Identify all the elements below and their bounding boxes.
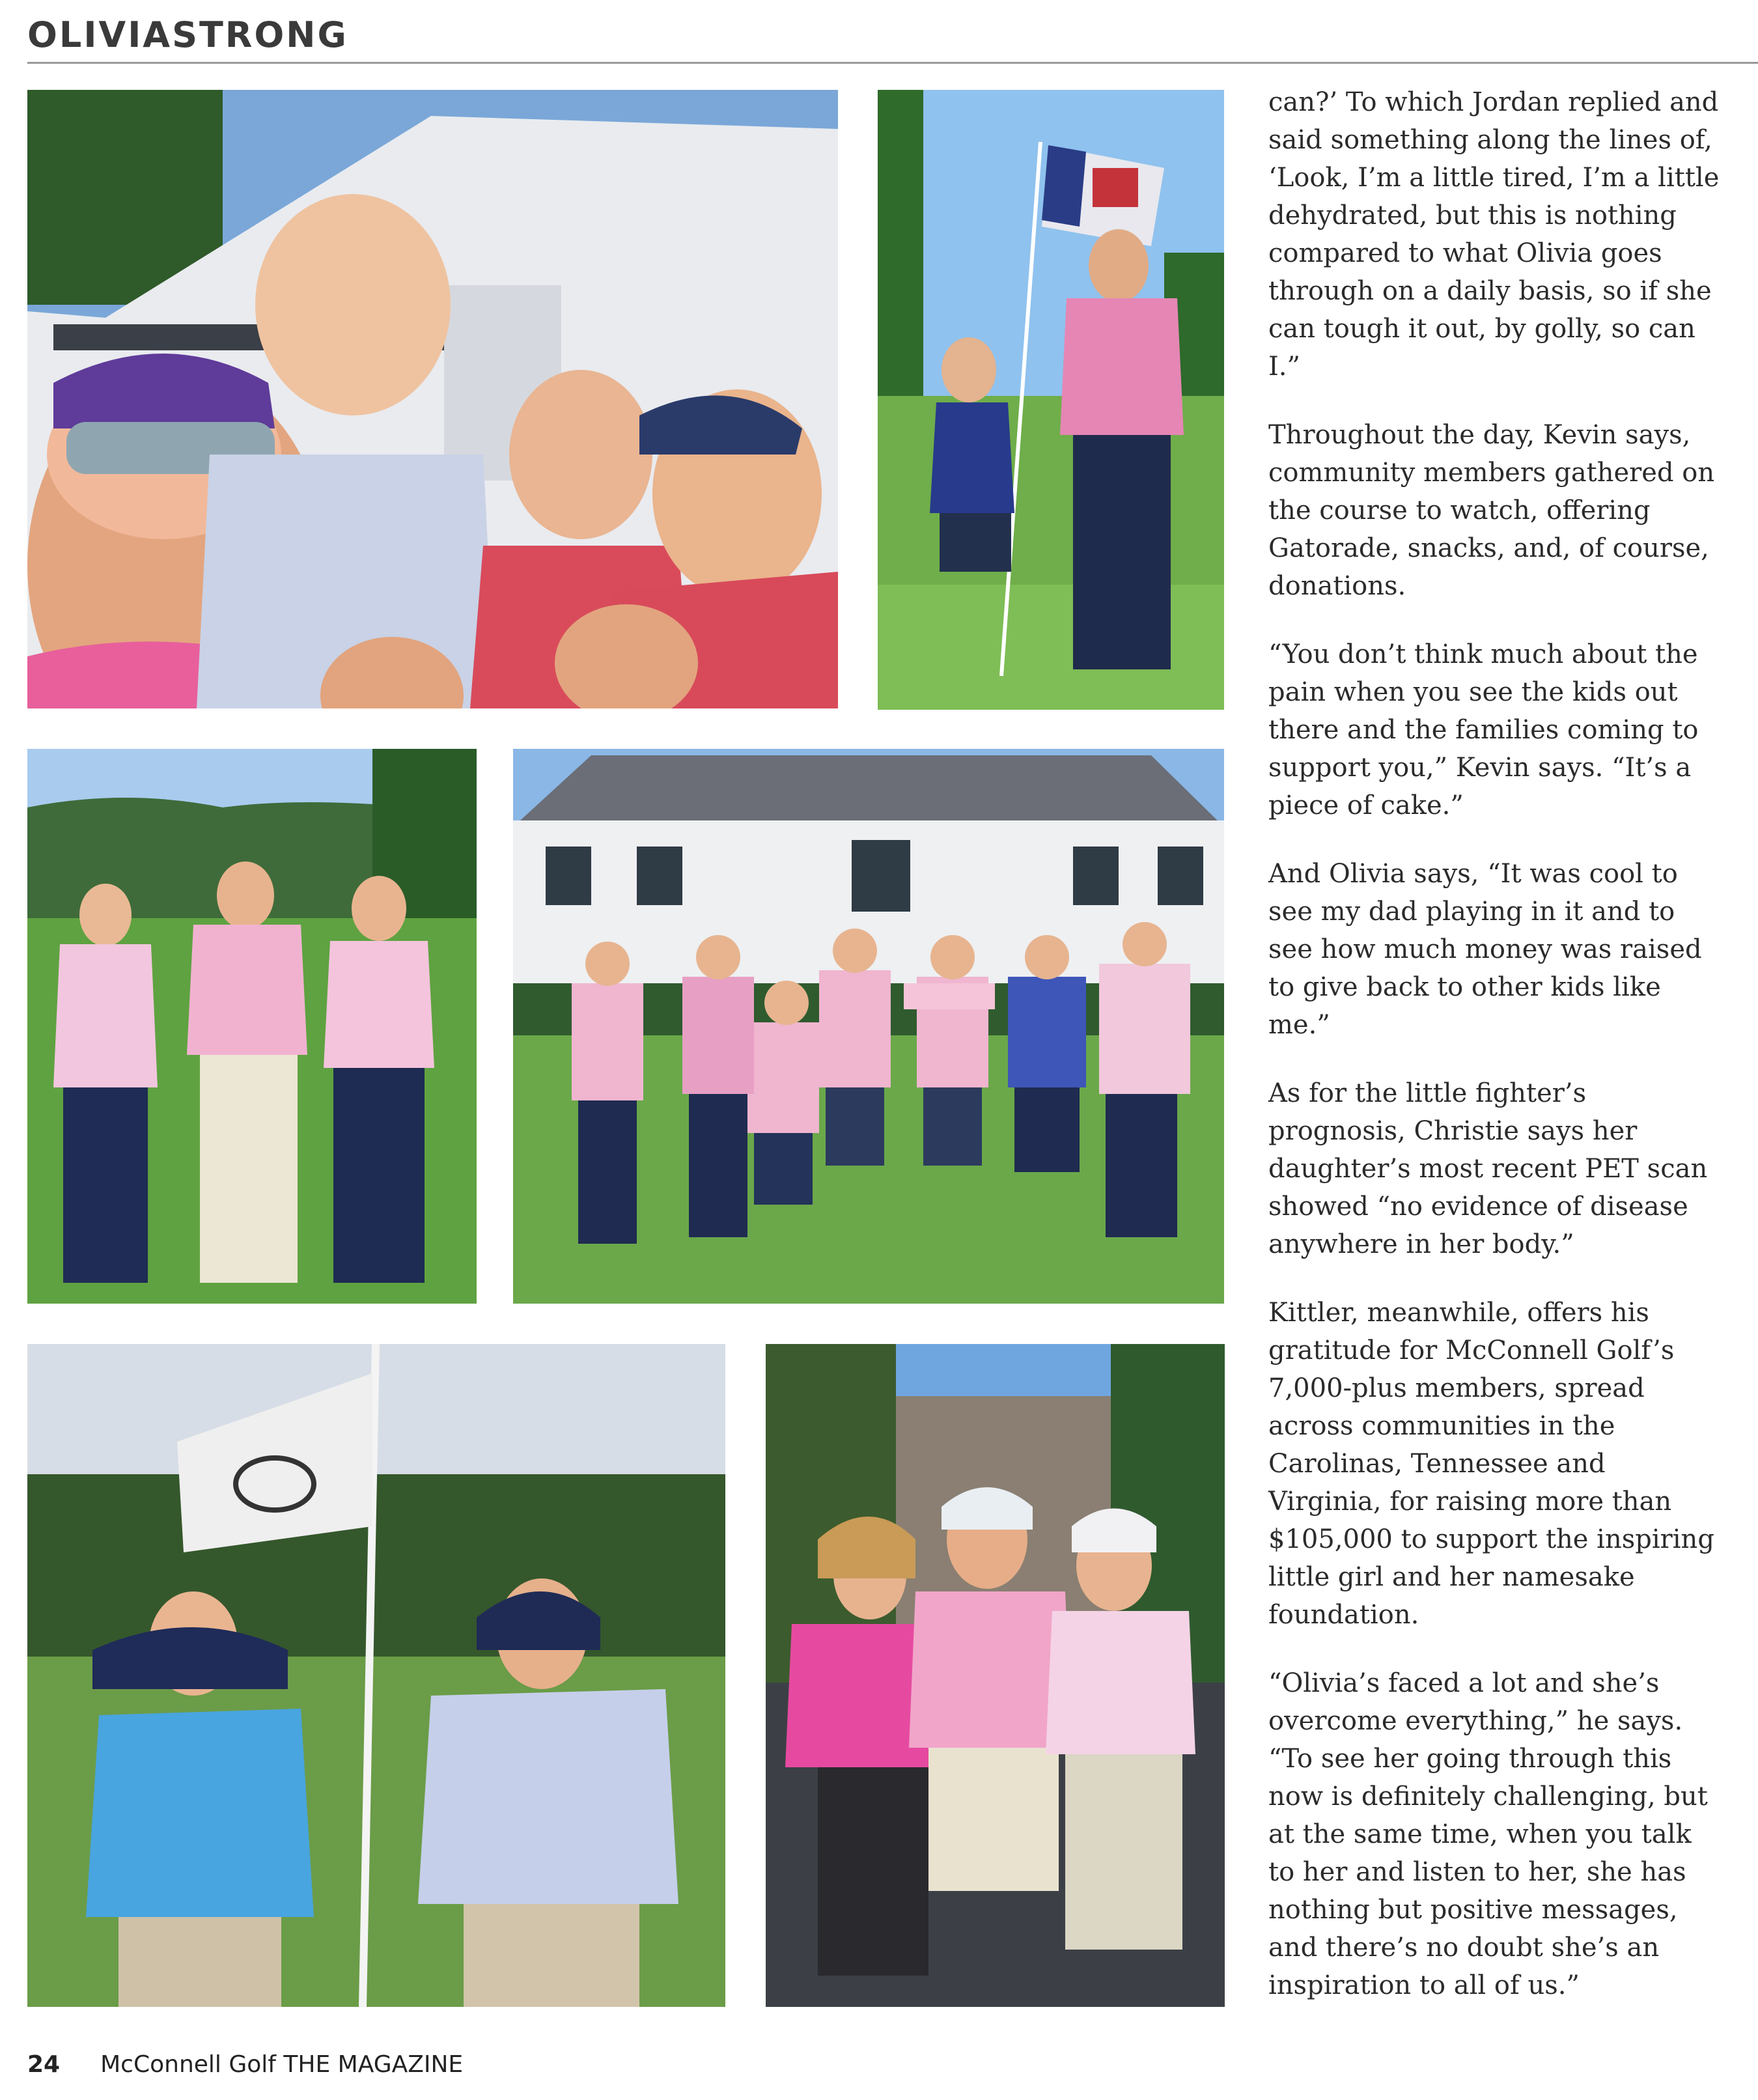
photo-flag — [878, 90, 1224, 710]
article-paragraph: Throughout the day, Kevin says, community members gathered on the course to watch, offering Gatorade, snacks, and, of course, donations. — [1268, 420, 1715, 601]
section-title: OLIVIASTRONG — [27, 14, 348, 55]
photo-clubhouse — [513, 749, 1224, 1304]
photo-duo — [27, 1344, 725, 2007]
photo-trio — [766, 1344, 1225, 2007]
photo-threesome — [27, 749, 477, 1304]
article-body — [1268, 83, 1724, 2035]
publication-name: McConnell Golf THE MAGAZINE — [100, 2051, 464, 2078]
header-rule — [27, 62, 1758, 64]
article-paragraph: “You don’t think much about the pain when you see the kids out there and the families coming to support you,” Kevin says. “It’s a piece of cake.” — [1268, 639, 1699, 820]
photo-selfie — [27, 90, 838, 708]
article-paragraph: As for the little fighter’s prognosis, Christie says her daughter’s most recent PET scan showed “no evidence of disease anywhere in her body.” — [1268, 1078, 1708, 1259]
article-paragraph: And Olivia says, “It was cool to see my dad playing in it and to see how much money was raised to give back to other kids like me.” — [1268, 859, 1702, 1040]
article-paragraph: can?’ To which Jordan replied and said something along the lines of, ‘Look, I’m a little tired, I’m a little dehydrated, but this is nothing compared to what Olivia goes through on a daily basis, so if she can tough it out, by golly, so can I.” — [1268, 87, 1720, 382]
page-footer — [27, 2051, 463, 2078]
page-number: 24 — [27, 2051, 61, 2078]
article-paragraph: Kittler, meanwhile, offers his gratitude for McConnell Golf’s 7,000-plus members, spread across communities in the Carolinas, Tennessee and Virginia, for raising more than $105,000 to support the inspiring little girl and her namesake foundation. — [1268, 1298, 1714, 1630]
article-paragraph: “Olivia’s faced a lot and she’s overcome everything,” he says. “To see her going through this now is definitely challenging, but at the same time, when you talk to her and listen to her, she has nothing but positive messages, and there’s no doubt she’s an inspiration to all of us.” — [1268, 1668, 1708, 2000]
